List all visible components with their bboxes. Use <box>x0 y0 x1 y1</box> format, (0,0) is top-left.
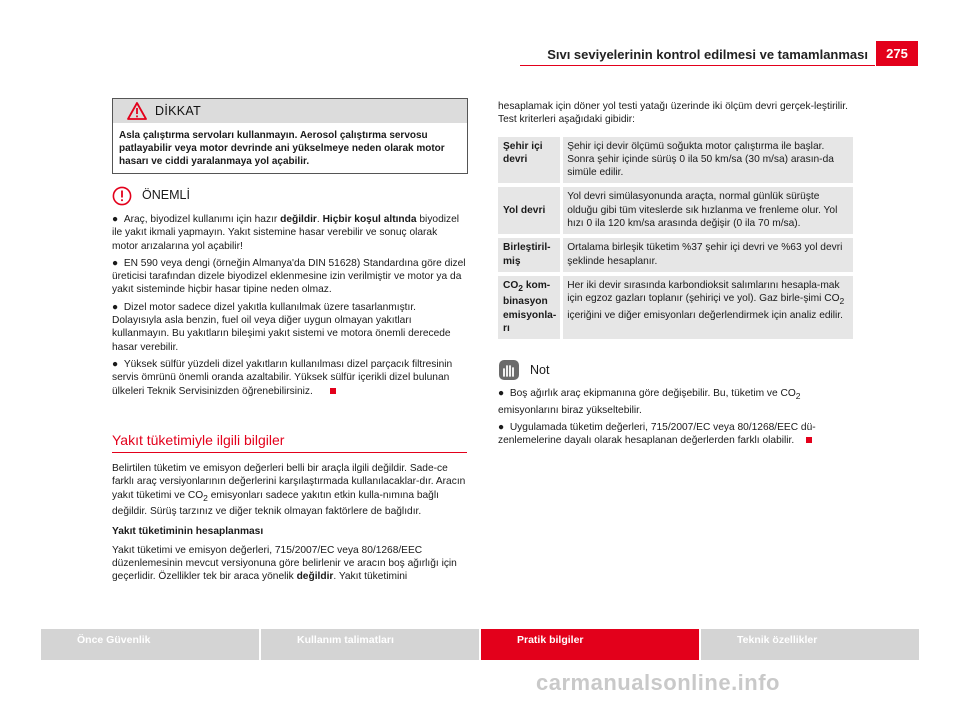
important-paragraph-4: ● Yüksek sülfür yüzdeli dizel yakıtların kullanılması dizel parçacık filtresinin servis ömrünü önemli oranda azaltabilir. Yüksek sülfür içerikli dizel bulunan ülkeleri Teknik Servisinizden öğrenebilirsiniz. <box>112 358 453 397</box>
table-value <box>562 274 853 341</box>
footer-nav <box>41 629 919 660</box>
table-value: Ortalama birleşik tüketim %37 şehir içi devri ve %63 yol devri şeklinde hesaplanır. <box>562 236 853 274</box>
section-paragraph-2 <box>112 544 466 584</box>
criteria-table <box>498 137 853 344</box>
important-paragraph-3: ● Dizel motor sadece dizel yakıtla kullanılmak üzere tasarlanmıştır. Dolayısıyla asla benzin, fuel oil veya diğer uygun olmayan yakıtları kullanmayın. Bu yakıtların bileşimi yakıt sistemi ve motora önemli derecede hasar verebilir. <box>112 301 451 353</box>
text-run: Yüksek sülfür yüzdeli dizel yakıtların kullanılması dizel parçacık filtresinin servis ömrünü önemli oranda azaltabilir. Yüksek sülfür içerikli dizel bulunan ülkeleri Teknik Servisinizden öğrenebilirsiniz. <box>112 358 453 397</box>
note-paragraph-2: ● Uygulamada tüketim değerleri, 715/2007/EC veya 80/1268/EEC dü-zenlemelerine dayalı olarak hesaplanan değerlerden farklı olabilir. <box>498 421 816 447</box>
section-title: Yakıt tüketimiyle ilgili bilgiler <box>112 432 467 453</box>
section-body <box>112 462 466 587</box>
text-run: Her iki devir sırasında karbondioksit salımlarını hesapla-mak için egzoz gazları toplanır (şehiriçi ve yol). Gaz birle-şimi CO <box>567 279 840 305</box>
subscript: 2 <box>795 391 801 402</box>
text-run: Uygulamada tüketim değerleri, 715/2007/EC veya 80/1268/EEC dü-zenlemelerine dayalı olarak hesaplanan değerlerden farklı olabilir. <box>498 421 816 447</box>
note-icon <box>498 359 520 381</box>
tab-technical-specs[interactable]: Teknik özellikler <box>701 629 919 660</box>
text-run-bold: değildir <box>296 571 334 583</box>
table-key <box>498 274 562 341</box>
header-rule <box>520 65 875 66</box>
subscript: 2 <box>839 296 845 307</box>
header-title: Sıvı seviyelerinin kontrol edilmesi ve tamamlanması <box>547 47 868 62</box>
tab-operating-instructions[interactable]: Kullanım talimatları <box>261 629 479 660</box>
text-run-bold: Hiçbir koşul altında <box>322 214 417 225</box>
warning-box <box>112 98 468 174</box>
table-row <box>498 137 853 186</box>
exclamation-icon <box>112 186 132 206</box>
important-paragraph-1: ● Araç, biyodizel kullanımı için hazır değildir. Hiçbir koşul altında biyodizel ile yakıt ikmali yapmayın. Yakıt sistemine hasar verebilir ve sonuç olarak motor arızalarına yol açabilir! <box>112 214 460 252</box>
end-marker-icon <box>330 388 336 394</box>
table-value: Yol devri simülasyonunda araçta, normal günlük sürüşte olduğu gibi tüm viteslerde sık hızlanma ve frenleme olur. Yol hızı 0 ila 120 km/sa arasında değişir (0 ila 70 m/sa). <box>562 185 853 236</box>
note-paragraph-1: ● Boş ağırlık araç ekipmanına göre değişebilir. Bu, tüketim ve $CO_2$ emisyonlarını biraz yükseltebilir. <box>498 388 801 416</box>
text-run: Boş ağırlık araç ekipmanına göre değişebilir. Bu, tüketim ve CO <box>509 388 796 400</box>
text-run: CO <box>503 279 519 291</box>
warning-triangle-icon <box>127 102 147 120</box>
important-section <box>112 186 466 402</box>
important-title: ÖNEMLİ <box>142 188 190 203</box>
table-key: Şehir içi devri <box>498 137 562 186</box>
subscript: 2 <box>518 283 524 293</box>
text-run: kom-binasyon emisyonla-rı <box>503 279 557 334</box>
text-run-bold: değildir <box>280 214 317 225</box>
table-row <box>498 185 853 236</box>
text-run: içeriğini ve diğer emisyonları değerlendirmek için analiz edilir. <box>567 309 843 321</box>
table-row <box>498 274 853 341</box>
text-run: Araç, biyodizel kullanımı için hazır <box>123 214 281 225</box>
tab-practical-info[interactable]: Pratik bilgiler <box>481 629 699 660</box>
text-run: . <box>316 214 323 225</box>
table-key: Birleştiril-miş <box>498 236 562 274</box>
note-title: Not <box>530 362 550 377</box>
important-header <box>112 186 466 206</box>
watermark: carmanualsonline.info <box>536 670 780 695</box>
text-run: Yakıt tüketimi ve emisyon değerleri, 715/2007/EC veya 80/1268/EEC düzenlemesinin mevcut versiyonuna göre belirlenir ve aracın boş ağırlığı için geçerlidir. Özellikler tek bir araca yönelik <box>112 544 457 583</box>
table-row <box>498 236 853 274</box>
subscript: 2 <box>203 492 208 503</box>
text-run: emisyonlarını biraz yükseltebilir. <box>498 404 642 416</box>
table-key: Yol devri <box>498 185 562 236</box>
text-run: emisyonları sadece yakıtın etkin kulla-nımına bağlı değildir. Sürüş tarzınız ve diğer teknik olmayan faktörlere de bağlıdır. <box>112 489 439 517</box>
text-run: Belirtilen tüketim ve emisyon değerleri belli bir araçla ilgili değildir. Sade-ce farklı araç versiyonlarının değerlerini karşılaştırmada kullanılacaklar-dır. Aracın yakıt tüketimi ve CO <box>112 463 466 501</box>
note-header <box>498 359 853 381</box>
important-paragraph-2: ● EN 590 veya dengi (örneğin Almanya'da DIN 51628) Standardına göre dizel üreticisi tarafından dizele biyodizel eklenmesine izin verilmiştir ve motor ya da yakıt sisteminde hiçbir hasar tipine neden olmaz. <box>112 257 466 296</box>
tab-safety[interactable]: Önce Güvenlik <box>41 629 259 660</box>
intro-paragraph: hesaplamak için döner yol testi yatağı üzerinde iki ölçüm devri gerçek-leştirilir. Test kriterleri aşağıdaki gibidir: <box>498 101 848 126</box>
right-column <box>498 100 853 451</box>
text-run: EN 590 veya dengi (örneğin Almanya'da DIN 51628) Standardına göre dizel üreticisi tarafından dizele biyodizel eklenmesine izin verilmiştir ve motor ya da yakıt sisteminde hiçbir hasar tipine neden olmaz. <box>112 257 466 296</box>
warning-title: DİKKAT <box>155 104 202 118</box>
section-paragraph-1 <box>112 462 466 518</box>
text-run: biyodizel ile yakıt ikmali yapmayın. Yakıt sistemine hasar verebilir ve sonuç olarak motor arızalarına yol açabilir! <box>112 214 460 252</box>
end-marker-icon <box>806 437 812 443</box>
section-subheading: Yakıt tüketiminin hesaplanması <box>112 526 264 538</box>
warning-text: Asla çalıştırma servoları kullanmayın. Aerosol çalıştırma servosu patlayabilir veya motor devrinde ani yükselmeye neden olarak motor hasarı ve ciddi yaralanmaya yol açabilir. <box>119 130 445 167</box>
page-number: 275 <box>876 41 918 66</box>
warning-header <box>113 99 467 123</box>
text-run: . Yakıt tüketimini <box>333 571 408 583</box>
table-value: Şehir içi devir ölçümü soğukta motor çalıştırma ile başlar. Sonra şehir içinde sürüş 0 ila 50 km/sa (30 m/sa) arasın-da simüle edilir. <box>562 137 853 186</box>
text-run: Dizel motor sadece dizel yakıtla kullanılmak üzere tasarlanmıştır. Dolayısıyla asla benzin, fuel oil veya diğer uygun olmayan yakıtları kullanmayın. Bu yakıtların bileşimi yakıt sistemi ve motora önemli derecede hasar verebilir. <box>112 301 451 353</box>
